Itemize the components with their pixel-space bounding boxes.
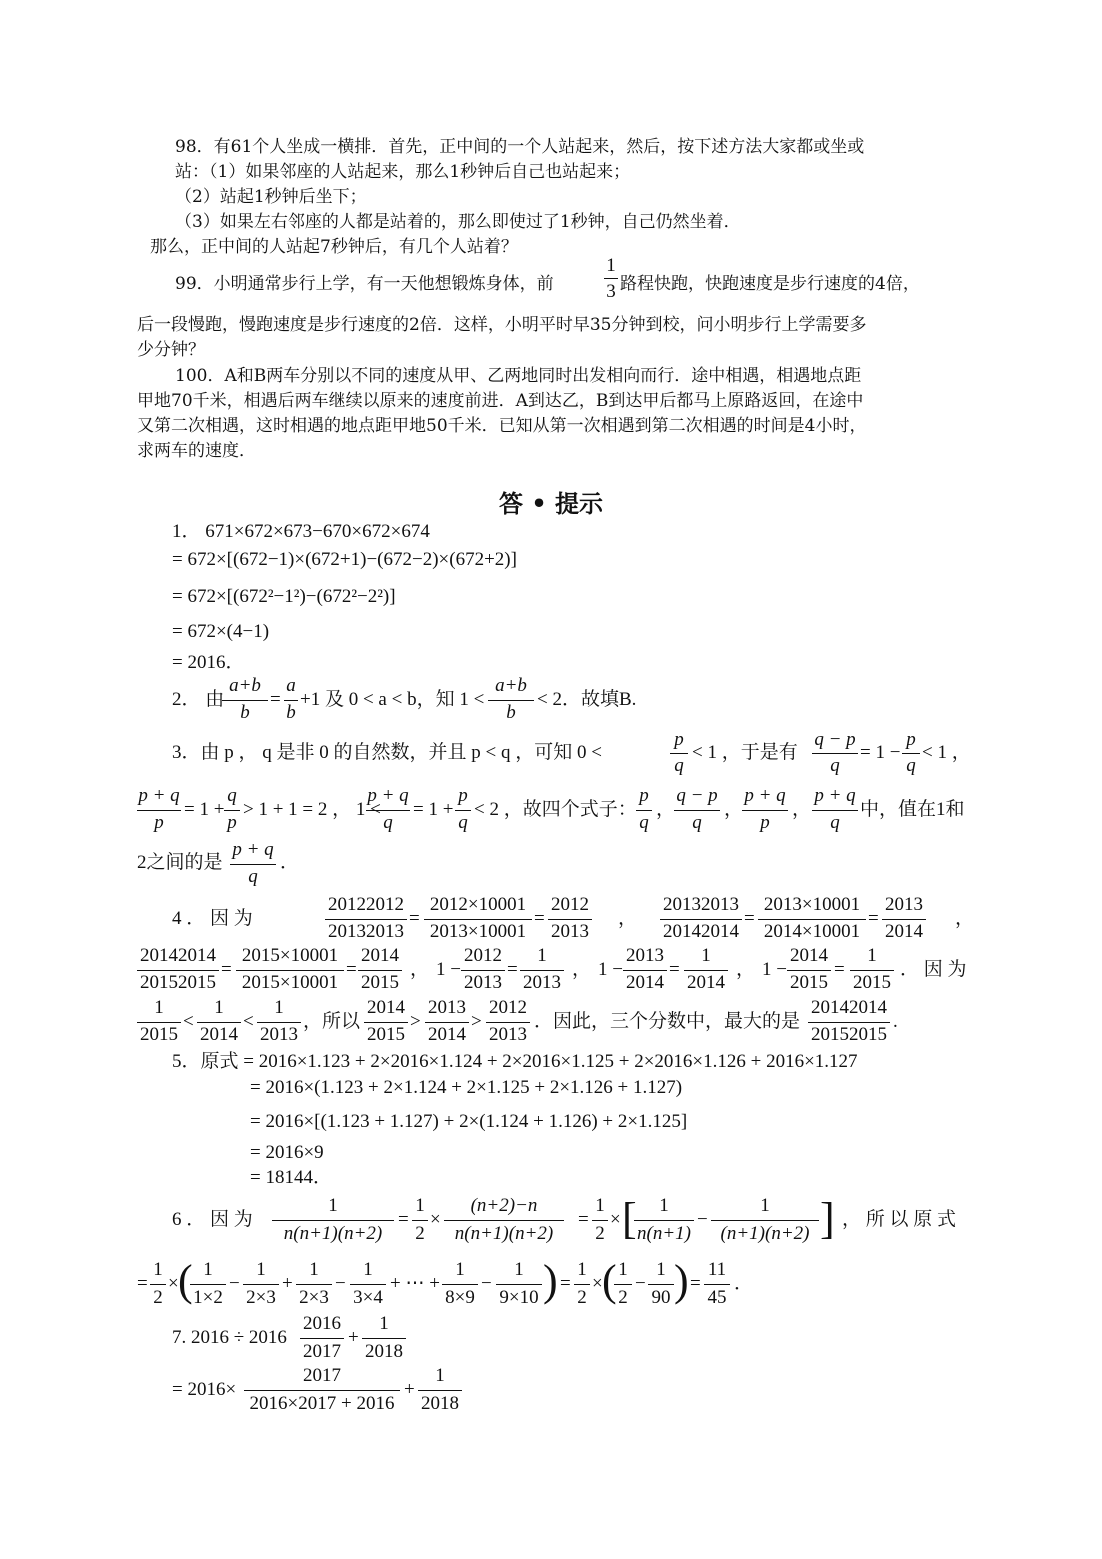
- a4-one: 1: [867, 945, 877, 966]
- frac-bar: [592, 1220, 608, 1221]
- frac-bar: [711, 1220, 819, 1221]
- a3-frac-ppq: p + q: [367, 785, 409, 806]
- a4-n3: 2012: [464, 945, 502, 966]
- a6-half-n: 1: [595, 1195, 605, 1216]
- a6-t4: 3×4: [353, 1287, 383, 1308]
- a7-mixed-num: 2016: [303, 1313, 341, 1334]
- a6-dots: + ⋯ +: [390, 1273, 440, 1294]
- a3-l3b: ．: [280, 852, 300, 873]
- a6-one: 1: [309, 1259, 319, 1280]
- a4-comma: ，: [572, 959, 592, 980]
- a5-l3: = 2016×[(1.123 + 1.127) + 2×(1.124 + 1.126) + 2×1.125]: [250, 1111, 688, 1132]
- frac-bar: [604, 278, 618, 279]
- a3-frac-q: q: [692, 812, 702, 833]
- frac-bar: [364, 1022, 408, 1023]
- a1-l1: 1． 671×672×673−670×672×674: [172, 521, 430, 542]
- a6-fB-num: (n+2)−n: [470, 1195, 538, 1216]
- a4-minus: 1 −: [436, 959, 461, 980]
- frac-bar: [742, 810, 788, 811]
- a4-d3: 2013: [551, 921, 589, 942]
- a1-l4: = 672×(4−1): [172, 621, 270, 642]
- a4-one: 1: [274, 997, 284, 1018]
- a1-l2: = 672×[(672−1)×(672+1)−(672−2)×(672+2)]: [172, 549, 517, 570]
- frac-bar: [623, 970, 667, 971]
- a4-comma: ，: [410, 959, 430, 980]
- frac-bar: [424, 919, 532, 920]
- p100-line2: 甲地70千米，相遇后两车继续以原来的速度前进．A到达乙，B到达甲后都马上原路返回，在途中: [137, 391, 864, 411]
- frac-bar: [257, 1022, 301, 1023]
- a6-fC-den1: n(n+1): [637, 1223, 691, 1244]
- a6-one: 1: [203, 1259, 213, 1280]
- p100-line4: 求两车的速度．: [137, 441, 256, 461]
- p100-line3: 又第二次相遇，这时相遇的地点距甲地50千米．已知从第一次相遇到第二次相遇的时间是4小时，: [137, 416, 867, 436]
- frac-bar: [496, 1284, 542, 1285]
- a4-comma: ，: [618, 908, 638, 929]
- a4-d6: 2014: [428, 1024, 466, 1045]
- a4-d8: 2015×10001: [241, 972, 339, 993]
- a1-l3: = 672×[(672²−1²)−(672²−2²)]: [172, 586, 396, 607]
- a7-l2a: = 2016×: [172, 1379, 237, 1400]
- a6-half-n: 1: [415, 1195, 425, 1216]
- a3-frac-p: p: [674, 729, 684, 750]
- a4-n5: 2013×10001: [763, 894, 861, 915]
- frac-bar: [548, 919, 592, 920]
- a4-n2: 2012×10001: [429, 894, 527, 915]
- a2-end: < 2．故填B.: [537, 689, 637, 710]
- a4-d6: 2014: [626, 972, 664, 993]
- a4-d3: 2013: [489, 1024, 527, 1045]
- a3-frac-q: q: [639, 812, 649, 833]
- p99-line2: 后一段慢跑，慢跑速度是步行速度的2倍．这样，小明平时早35分钟到校，问小明步行上学需要多: [137, 315, 867, 335]
- frac-bar: [758, 919, 866, 920]
- a6-one: 1: [363, 1259, 373, 1280]
- a3-l1b: < 1 ，于是有: [692, 742, 798, 763]
- a4-d9: 2015: [361, 972, 399, 993]
- a3-l2f: 中，值在1和: [860, 799, 965, 820]
- a4-n4: 20132013: [663, 894, 739, 915]
- a4-comma: ，: [955, 908, 975, 929]
- frac-bar: [224, 810, 240, 811]
- frac-bar: [614, 1284, 632, 1285]
- a3-frac-qmp: q − p: [814, 729, 856, 750]
- frac-bar: [300, 1338, 344, 1339]
- frac-bar: [366, 810, 410, 811]
- frac-bar: [325, 919, 407, 920]
- a3-l2d: < 2 ，故四个式子：: [474, 799, 637, 820]
- a3-l1c: = 1 −: [860, 742, 901, 763]
- a4-one: 1: [537, 945, 547, 966]
- frac-bar: [808, 1022, 890, 1023]
- a6-half-d: 2: [595, 1223, 605, 1244]
- a3-frac-p: p: [154, 812, 164, 833]
- p99-line1b: 路程快跑，快跑速度是步行速度的4倍，: [620, 274, 920, 294]
- frac-bar: [787, 970, 831, 971]
- frac-bar: [243, 1284, 279, 1285]
- p98-line3: （2）站起1秒钟后坐下；: [175, 187, 367, 207]
- a6-t5: 8×9: [445, 1287, 475, 1308]
- frac-bar: [350, 1284, 386, 1285]
- a7-f-den: 2018: [421, 1393, 459, 1414]
- a4-n9: 2014: [790, 945, 828, 966]
- a4-d4: 20142014: [663, 921, 739, 942]
- a3-frac-p: p: [760, 812, 770, 833]
- a4-one: 1: [154, 997, 164, 1018]
- a3-frac-ppq: p + q: [138, 785, 180, 806]
- frac-bar: [704, 1284, 730, 1285]
- a3-l2e: ，: [724, 799, 744, 820]
- p99-line1a: 99．小明通常步行上学，有一天他想锻炼身体，前: [175, 274, 554, 294]
- a2-f2d: b: [286, 702, 296, 723]
- frac-bar: [272, 1220, 394, 1221]
- right-bracket: ]: [820, 1194, 835, 1243]
- a3-l2e: ，: [792, 799, 812, 820]
- a4-d3: 2013: [464, 972, 502, 993]
- a6-res-n: 11: [707, 1259, 727, 1280]
- a5-l1: 5．原式 = 2016×1.123 + 2×2016×1.124 + 2×2016×1.125 + 2×2016×1.126 + 2016×1.127: [172, 1051, 858, 1072]
- frac-bar: [634, 1220, 694, 1221]
- a4-conclusion: ．因此，三个分数中，最大的是: [534, 1011, 801, 1032]
- p98-line5: 那么，正中间的人站起7秒钟后，有几个人站着？: [150, 237, 518, 257]
- frac-bar: [455, 810, 471, 811]
- frac-bar: [284, 700, 298, 701]
- a3-frac-q: q: [906, 755, 916, 776]
- p99-frac-den: 3: [606, 281, 616, 302]
- a6-t3: 2×3: [299, 1287, 329, 1308]
- a2-f3d: b: [506, 702, 516, 723]
- a4-n6: 2013: [626, 945, 664, 966]
- a5-l2: = 2016×(1.123 + 2×1.124 + 2×1.125 + 2×1.126 + 1.127): [250, 1077, 683, 1098]
- frac-bar: [137, 970, 219, 971]
- a3-frac-q: q: [830, 755, 840, 776]
- a6-half-n: 1: [577, 1259, 587, 1280]
- a6-fC-den2: (n+1)(n+2): [720, 1223, 810, 1244]
- frac-bar: [236, 970, 344, 971]
- a4-d6: 2014: [687, 972, 725, 993]
- a4-d7: 20152015: [811, 1024, 887, 1045]
- a4-period: .: [893, 1011, 898, 1032]
- a6-fA-den: n(n+1)(n+2): [454, 1223, 554, 1244]
- frac-bar: [197, 1022, 241, 1023]
- a4-d2: 2013×10001: [429, 921, 527, 942]
- a6-t1: 1×2: [193, 1287, 223, 1308]
- a4-n8: 2015×10001: [241, 945, 339, 966]
- a6-one: 1: [514, 1259, 524, 1280]
- a2-eq: =: [270, 689, 281, 710]
- a7-mixed-den: 2017: [303, 1341, 341, 1362]
- a4-d1: 20132013: [328, 921, 404, 942]
- a4-one: 1: [214, 997, 224, 1018]
- frac-bar: [812, 810, 858, 811]
- a4-d6: 2014: [885, 921, 923, 942]
- frac-bar: [137, 810, 181, 811]
- a6-prefix: 6 ． 因 为: [172, 1209, 253, 1230]
- a5-l5: = 18144．: [250, 1167, 332, 1188]
- p99-line3: 少分钟？: [137, 340, 205, 360]
- a3-frac-p: p: [639, 785, 649, 806]
- frac-bar: [574, 1284, 590, 1285]
- frac-bar: [812, 753, 858, 754]
- a3-l2b: > 1 + 1 = 2 ， 1 <: [243, 799, 381, 820]
- a4-minus: 1 −: [598, 959, 623, 980]
- a6-one: 1: [760, 1195, 770, 1216]
- answers-title: 答 • 提示: [498, 489, 604, 518]
- a4-l1a: 4 ． 因 为: [172, 908, 253, 929]
- frac-bar: [230, 864, 276, 865]
- a6-half-d: 2: [415, 1223, 425, 1244]
- left-paren: (: [602, 1256, 617, 1305]
- a3-l2a: = 1 +: [184, 799, 225, 820]
- frac-bar: [648, 1284, 674, 1285]
- p100-line1: 100．A和B两车分别以不同的速度从甲、乙两地同时出发相向而行．途中相遇，相遇地点距: [175, 366, 862, 386]
- frac-bar: [222, 700, 268, 701]
- frac-bar: [244, 1390, 400, 1391]
- a4-n6: 2013: [428, 997, 466, 1018]
- frac-bar: [684, 970, 728, 971]
- p98-line1: 98．有61个人坐成一横排．首先，正中间的一个人站起来，然后，按下述方法大家都或坐或: [175, 137, 865, 157]
- a2-f1d: b: [240, 702, 250, 723]
- a3-frac-p: p: [227, 812, 237, 833]
- a6-half-d: 2: [153, 1287, 163, 1308]
- a4-comma: ，: [736, 959, 756, 980]
- a6-half-n: 1: [153, 1259, 163, 1280]
- a3-frac-ppq: p + q: [232, 839, 274, 860]
- a4-n7: 20142014: [811, 997, 887, 1018]
- a4-n9: 2014: [361, 945, 399, 966]
- frac-bar: [137, 1022, 181, 1023]
- a6-one: 1: [328, 1195, 338, 1216]
- frac-bar: [296, 1284, 332, 1285]
- a7-l1a: 7. 2016 ÷ 2016: [172, 1327, 287, 1348]
- a2-f2n: a: [286, 675, 296, 696]
- left-paren: (: [178, 1256, 193, 1305]
- right-paren: ): [674, 1256, 689, 1305]
- a4-n9: 2014: [367, 997, 405, 1018]
- frac-bar: [660, 919, 742, 920]
- frac-bar: [488, 700, 534, 701]
- a6-one: 1: [256, 1259, 266, 1280]
- a3-frac-q: q: [383, 812, 393, 833]
- a7-g-den: 2016×2017 + 2016: [249, 1393, 395, 1414]
- frac-bar: [444, 1220, 564, 1221]
- a3-frac-p: p: [906, 729, 916, 750]
- a3-l1d: < 1 ，: [922, 742, 971, 763]
- a6-suffix: ， 所 以 原 式: [842, 1209, 957, 1230]
- a6-t2: 2×3: [246, 1287, 276, 1308]
- frac-bar: [486, 1022, 530, 1023]
- frac-bar: [150, 1284, 166, 1285]
- right-paren: ): [543, 1256, 558, 1305]
- frac-bar: [412, 1220, 428, 1221]
- a2-f3n: a+b: [495, 675, 527, 696]
- frac-bar: [882, 919, 926, 920]
- a4-d3: 2013: [260, 1024, 298, 1045]
- a4-because: ． 因 为: [900, 959, 967, 980]
- a3-l3a: 2之间的是: [137, 852, 223, 873]
- frac-bar: [442, 1284, 478, 1285]
- a6-t6: 9×10: [499, 1287, 539, 1308]
- a7-f-num: 1: [435, 1365, 445, 1386]
- a3-frac-q: q: [830, 812, 840, 833]
- a3-frac-ppq: p + q: [744, 785, 786, 806]
- a6-one: 1: [618, 1259, 628, 1280]
- a4-n1: 20122012: [328, 894, 404, 915]
- frac-bar: [850, 970, 894, 971]
- frac-bar: [362, 1338, 406, 1339]
- a4-minus: 1 −: [762, 959, 787, 980]
- frac-bar: [670, 753, 688, 754]
- a4-d9: 2015: [367, 1024, 405, 1045]
- a2-mid: +1 及 0 < a < b，知 1 <: [300, 689, 485, 710]
- a3-frac-q: q: [248, 866, 258, 887]
- a3-frac-q: q: [458, 812, 468, 833]
- a6-one: 1: [455, 1259, 465, 1280]
- left-bracket: [: [622, 1194, 637, 1243]
- a2-prefix: 2． 由: [172, 689, 225, 710]
- a6-r2: 90: [651, 1287, 671, 1308]
- a5-l4: = 2016×9: [250, 1142, 324, 1163]
- frac-bar: [520, 970, 564, 971]
- a3-l2e: ，: [656, 799, 676, 820]
- a6-one: 1: [656, 1259, 666, 1280]
- a4-n3: 2012: [489, 997, 527, 1018]
- a7-f-den: 2018: [365, 1341, 403, 1362]
- a1-l5: = 2016．: [172, 652, 245, 673]
- frac-bar: [418, 1390, 462, 1391]
- p98-line4: （3）如果左右邻座的人都是站着的，那么即使过了1秒钟，自己仍然坐着．: [175, 212, 741, 232]
- a4-d7: 20152015: [140, 972, 216, 993]
- frac-bar: [461, 970, 505, 971]
- a3-frac-p: p: [458, 785, 468, 806]
- a7-f-num: 1: [379, 1313, 389, 1334]
- a4-d9: 2015: [140, 1024, 178, 1045]
- a4-d3: 2013: [523, 972, 561, 993]
- frac-bar: [636, 810, 652, 811]
- a4-so: ，所以: [303, 1011, 361, 1032]
- frac-bar: [674, 810, 720, 811]
- a6-r1: 2: [618, 1287, 628, 1308]
- frac-bar: [190, 1284, 226, 1285]
- a4-d9: 2015: [853, 972, 891, 993]
- a6-res-d: 45: [707, 1287, 727, 1308]
- a2-f1n: a+b: [229, 675, 261, 696]
- a4-d9: 2015: [790, 972, 828, 993]
- frac-bar: [902, 753, 920, 754]
- a6-fA-den: n(n+1)(n+2): [283, 1223, 383, 1244]
- a3-frac-q: q: [674, 755, 684, 776]
- a3-frac-q: q: [227, 785, 237, 806]
- a7-g-num: 2017: [303, 1365, 341, 1386]
- frac-bar: [358, 970, 402, 971]
- a4-one: 1: [701, 945, 711, 966]
- a4-d5: 2014×10001: [763, 921, 861, 942]
- a4-n3: 2012: [551, 894, 589, 915]
- a6-half-d: 2: [577, 1287, 587, 1308]
- a4-n6: 2013: [885, 894, 923, 915]
- p99-frac-num: 1: [606, 255, 616, 276]
- a3-l2c: = 1 +: [413, 799, 454, 820]
- p98-line2: 站：（1）如果邻座的人站起来，那么1秒钟后自己也站起来；: [175, 162, 631, 182]
- a6-one: 1: [659, 1195, 669, 1216]
- a3-frac-ppq: p + q: [814, 785, 856, 806]
- a3-l1a: 3．由 p ， q 是非 0 的自然数，并且 p < q ，可知 0 <: [172, 742, 602, 763]
- a4-n7: 20142014: [140, 945, 216, 966]
- frac-bar: [425, 1022, 469, 1023]
- a4-d6: 2014: [200, 1024, 238, 1045]
- a3-frac-qmp: q − p: [676, 785, 718, 806]
